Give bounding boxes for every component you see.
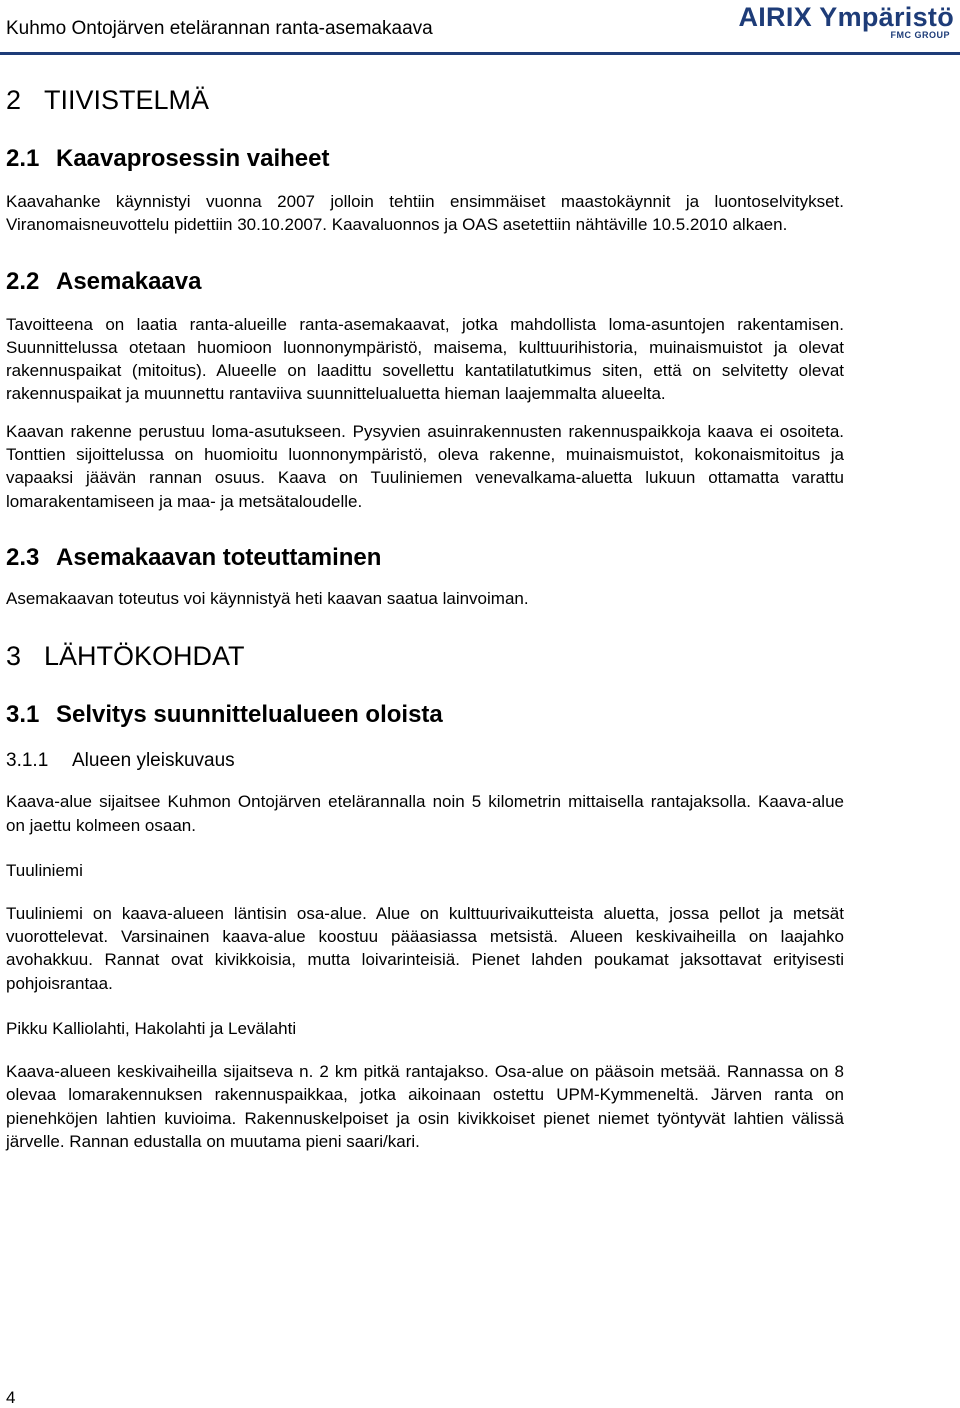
heading-text: Selvitys suunnittelualueen oloista [56,701,443,729]
heading-3-1 [6,698,844,732]
company-logo [738,2,954,40]
header-divider [0,52,960,55]
heading-number: 2 [6,85,22,115]
heading-number: 2.2 [6,267,40,295]
heading-3 [6,636,844,676]
document-title: Kuhmo Ontojärven etelärannan ranta-asemakaava [6,18,433,39]
logo-text: AIRIX Ympäristö [738,2,954,32]
heading-number: 3 [6,641,22,672]
logo-subtext: FMC GROUP [890,30,950,40]
heading-2-3 [6,541,844,575]
paragraph-3-1-1-a: Kaava-alue sijaitsee Kuhmon Ontojärven etelärannalla noin 5 kilometrin mittaisella rantajaksolla. Kaava-alue on jaettu kolmeen osaan. [6,792,844,835]
page-header [0,0,960,56]
page-number: 4 [6,1388,16,1407]
heading-text: Asemakaavan toteuttaminen [56,543,382,571]
heading-number: 3.1.1 [6,750,49,772]
paragraph-2-3: Asemakaavan toteutus voi käynnistyä heti kaavan saatua lainvoiman. [6,588,529,608]
heading-2-2 [6,265,844,299]
heading-2-1 [6,142,844,176]
paragraph-tuuliniemi: Tuuliniemi on kaava-alueen läntisin osa-alue. Alue on kulttuurivaikutteista aluetta, jossa pellot ja metsät vuorottelevat. Varsinainen kaava-alue koostuu pääasiassa metsistä. Alueen keskivaiheilla on laajahko avohakkuu. Rannat ovat kivikkoisia, mutta loivarinteisiä. Pienet lahden poukamat jaksottavat erityisesti pohjoisrantaa. [6,903,844,993]
paragraph-kalliolahti: Kaava-alueen keskivaiheilla sijaitseva n. 2 km pitkä rantajakso. Osa-alue on pääsoin metsää. Rannassa on 8 olevaa lomarakennuksen rakennuspaikkaa, jotka aikoinaan ostettu UPM-Kymmeneltä. Järven ranta on pienehköjen lahtien kuvioima. Rakennuskelpoiset ja osin kivikkoiset pienet niemet työntyvät lahtien välissä järvelle. Rannan edustalla on muutama pieni saari/kari. [6,1062,844,1151]
heading-text: Alueen yleiskuvaus [72,750,235,772]
heading-3-1-1 [6,748,844,774]
heading-number: 2.3 [6,543,40,571]
paragraph-2-2-a: Tavoitteena on laatia ranta-alueille ranta-asemakaavat, jotka mahdollista loma-asuntojen rakentamisen. Suunnittelussa otetaan huomioon luonnonympäristö, maisema, kulttuurihistoria, muinaismuistot ja olevat rakennuspaikat (mitoitus). Alueelle on laadittu sovellettu kantatilatutkimus siten, että on selvitetty olevat rakennuspaikat ja muunnettu rantaviiva suunnittelualuetta hieman laajemmalta alueelta. [6,314,844,404]
heading-2 [6,80,844,120]
heading-number: 3.1 [6,701,40,729]
heading-text: TIIVISTELMÄ [44,85,210,115]
subheading-kalliolahti: Pikku Kalliolahti, Hakolahti ja Levälahti [6,1019,297,1039]
page-content [6,80,844,1153]
heading-number: 2.1 [6,145,40,172]
subheading-tuuliniemi: Tuuliniemi [6,860,83,880]
paragraph-2-1: Kaavahanke käynnistyi vuonna 2007 jolloin tehtiin ensimmäiset maastokäynnit ja luontoselvitykset. Viranomaisneuvottelu pidettiin 30.10.2007. Kaavaluonnos ja OAS asetettiin nähtäville 10.5.2010 alkaen. [6,192,844,235]
heading-text: Asemakaava [56,267,202,295]
heading-text: Kaavaprosessin vaiheet [56,145,330,172]
heading-text: LÄHTÖKOHDAT [44,641,245,672]
paragraph-2-2-b: Kaavan rakenne perustuu loma-asutukseen. Pysyvien asuinrakennusten rakennuspaikkoja kaava ei osoiteta. Tonttien sijoittelussa on huomioitu luonnonympäristö, oleva rakenne, muinaismuistot, kokonaismitoitus ja vapaaksi jäävän rannan osuus. Kaava on Tuuliniemen venevalkama-aluetta lukuun ottamatta varattu lomarakentamiseen ja maa- ja metsätaloudelle. [6,421,844,511]
